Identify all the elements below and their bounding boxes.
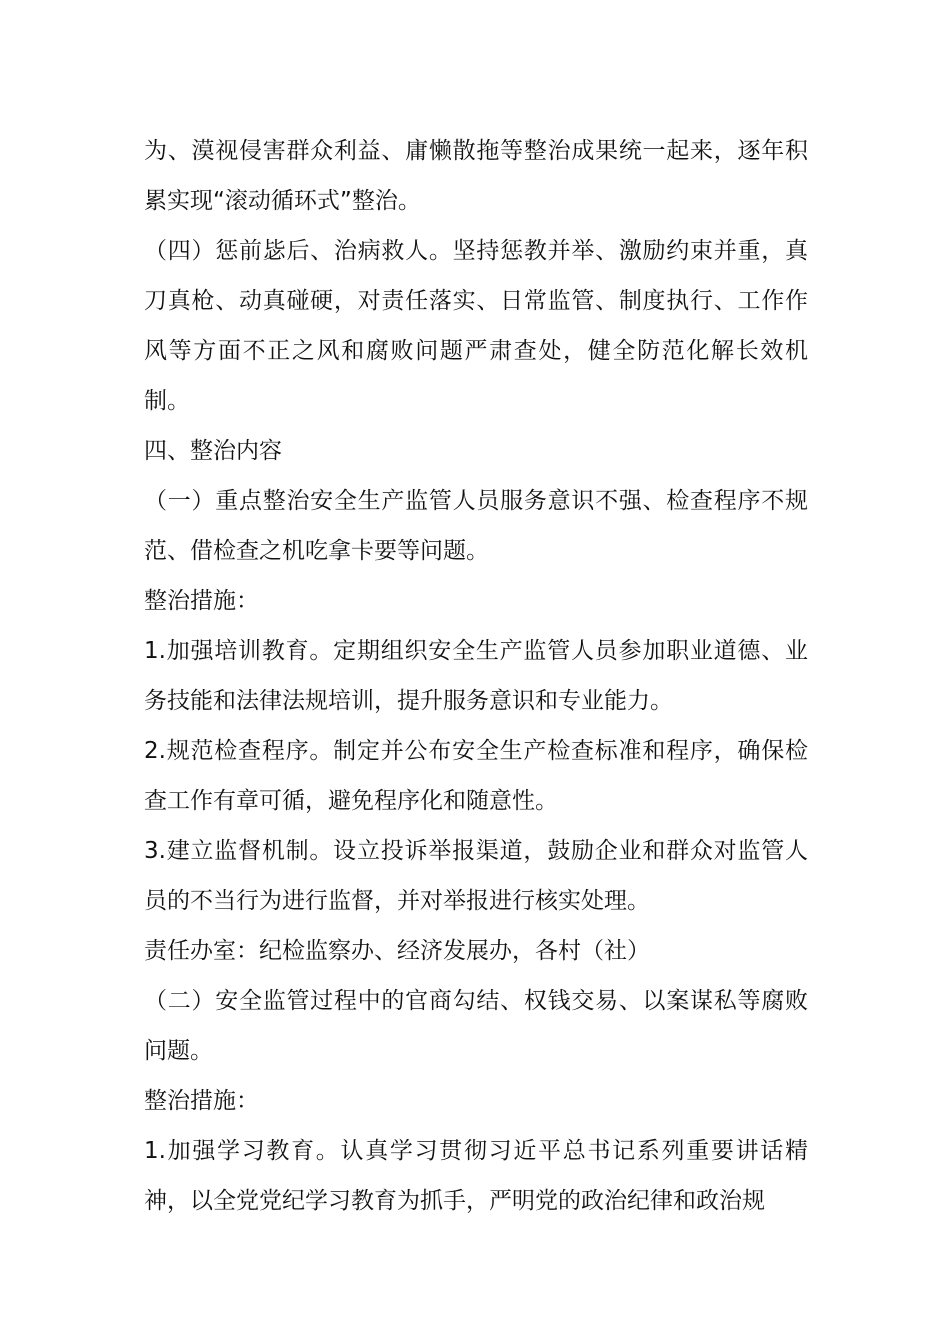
responsible-office: 责任办室：纪检监察办、经济发展办，各村（社） (144, 938, 650, 964)
paragraph-principle-four: （四）惩前毖后、治病救人。坚持惩教并举、激励约束并重，真刀真枪、动真碰硬，对责任落实、日常监管、制度执行、工作作风等方面不正之风和腐败问题严肃查处，健全防范化解长效机制。 (144, 238, 808, 414)
measures-label: 整治措施： (144, 588, 259, 614)
measures-label: 整治措施： (144, 1088, 259, 1114)
paragraph-continuation: 为、漠视侵害群众利益、庸懒散拖等整治成果统一起来，逐年积累实现“滚动循环式”整治。 (144, 138, 808, 214)
subsection-heading-two: （二）安全监管过程中的官商勾结、权钱交易、以案谋私等腐败问题。 (144, 988, 808, 1064)
measure-item-2: 2.规范检查程序。制定并公布安全生产检查标准和程序，确保检查工作有章可循，避免程序化和随意性。 (144, 738, 808, 814)
measure-item-1: 1.加强培训教育。定期组织安全生产监管人员参加职业道德、业务技能和法律法规培训，提升服务意识和专业能力。 (144, 638, 808, 714)
document-body (144, 126, 808, 1226)
section-heading-rectification-content: 四、整治内容 (144, 438, 282, 464)
measure-item-1: 1.加强学习教育。认真学习贯彻习近平总书记系列重要讲话精神，以全党党纪学习教育为抓手，严明党的政治纪律和政治规 (144, 1138, 808, 1214)
subsection-heading-one: （一）重点整治安全生产监管人员服务意识不强、检查程序不规范、借检查之机吃拿卡要等问题。 (144, 488, 808, 564)
measure-item-3: 3.建立监督机制。设立投诉举报渠道，鼓励企业和群众对监管人员的不当行为进行监督，并对举报进行核实处理。 (144, 838, 808, 914)
